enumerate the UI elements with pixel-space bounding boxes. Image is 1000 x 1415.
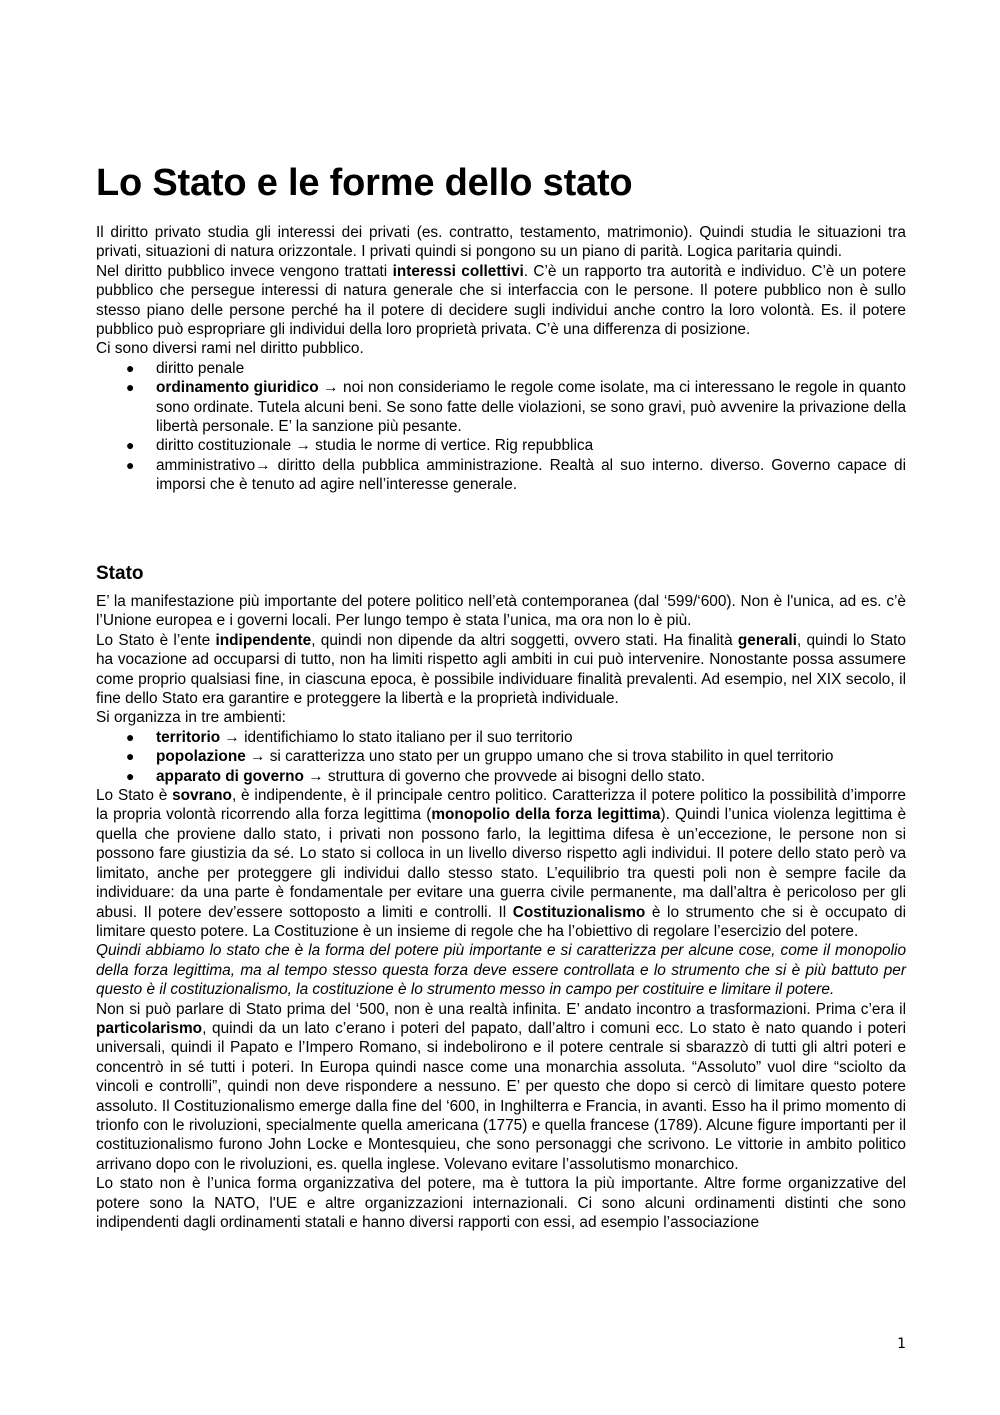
list-item: ● amministrativo→ diritto della pubblica amministrazione. Realtà al suo interno. diverso. Governo capace di imporsi che è tenuto ad agire nell’interesse generale. (126, 456, 906, 494)
bullet-icon: ● (126, 767, 135, 784)
intro-paragraph-2: Nel diritto pubblico invece vengono trattati interessi collettivi. C’è un rapporto tra autorità e individuo. C’è un potere pubblico che persegue interessi di natura generale che si interfaccia con le persone. Il potere pubblico non è sullo stesso piano delle persone perché ha il potere di decidere sugli individui anche contro la loro volontà. Es. il potere pubblico può espropriare gli individui della loro proprietà privata. C’è una differenza di posizione. (96, 262, 906, 339)
page-number: 1 (897, 1336, 906, 1352)
list-item: ● popolazione → si caratterizza uno stato per un gruppo umano che si trova stabilito in quel territorio (126, 748, 834, 766)
intro-paragraph-3: Ci sono diversi rami nel diritto pubblico. (96, 340, 364, 358)
section-paragraph-6: Non si può parlare di Stato prima del ‘500, non è una realtà infinita. E’ andato incontro a trasformazioni. Prima c’era il particolarismo, quindi da un lato c’erano i poteri del papato, dall’altro i comuni ecc. Lo stato è nato quando i poteri universali, quindi il Papato e l’Impero Romano, si indebolirono e il potere centrale si sbarazzò di tutti gli altri poteri e concentrò in sé tutti i poteri. In Europa quindi nasce come una monarchia assoluta. “Assoluto” vuol dire “sciolto da vincoli e controlli”, quindi non deve rispondere a nessuno. E’ per questo che dopo si cercò di limitare questo potere assoluto. Il Costituzionalismo emerge dalla fine del ‘600, in Inghilterra e Francia, in avanti. Esso ha il primo momento di trionfo con le rivoluzioni, specialmente quella americana (1775) e quella francese (1789). Alcune figure importanti per il costituzionalismo furono John Locke e Montesquieu, che sono personaggi che scrivono. Le vittorie in ambito politico arrivano dopo con le rivoluzioni, es. quella inglese. Volevano evitare l’assolutismo monarchico. (96, 1000, 906, 1173)
section-bullet-list (96, 728, 906, 786)
bullet-icon: ● (126, 456, 135, 473)
list-item: ● diritto penale (126, 359, 245, 377)
list-item: ● ordinamento giuridico → noi non consideriamo le regole come isolate, ma ci interessano le regole in quanto sono ordinate. Tutela alcuni beni. Se sono fatte delle violazioni, se sono gravi, può avvenire la privazione della libertà personale. E’ la sanzione più pesante. (126, 379, 906, 436)
bullet-icon: ● (126, 437, 135, 454)
intro-block (96, 223, 906, 495)
intro-paragraph-1: Il diritto privato studia gli interessi dei privati (es. contratto, testamento, matrimonio). Quindi studia le situazioni tra privati, situazioni di natura orizzontale. I privati quindi si pongono su un piano di parità. Logica paritaria quindi. (96, 224, 906, 261)
list-item: ● diritto costituzionale → studia le norme di vertice. Rig repubblica (126, 437, 594, 455)
section-paragraph-4: Lo Stato è sovrano, è indipendente, è il principale centro politico. Caratterizza il potere politico la possibilità d’imporre la propria volontà ricorrendo alla forza legittima (monopolio della forza legittima). Quindi l’unica violenza legittima è quella che proviene dallo stato, i privati non possono farlo, la legittima difesa è un’eccezione, le persone non si possono fare giustizia da sé. Lo stato si colloca in un livello diverso rispetto agli individui. Il potere dello stato però va limitato, anche per proteggere gli individui dallo stesso stato. L’equilibrio tra questi poli non è sempre facile da individuare: da una parte è fondamentale per evitare una guerra civile permanente, ma dall’altra è pericoloso per gli abusi. Il potere dev’essere sottoposto a limiti e controlli. Il Costituzionalismo è lo strumento che si è occupato di limitare questo potere. La Costituzione è un insieme di regole che ha l’obiettivo di regolare l’esercizio del potere. (96, 787, 907, 940)
section-body (96, 592, 906, 1232)
bullet-icon: ● (126, 379, 135, 396)
intro-bullet-list (96, 359, 906, 495)
bullet-icon: ● (126, 359, 135, 376)
section-paragraph-1: E’ la manifestazione più importante del potere politico nell’età contemporanea (dal ‘599/‘600). Non è l'unica, ad es. c’è l’Unione europea e i governi locali. Per lungo tempo è stata l’unica, ma ora non lo è più. (96, 593, 906, 630)
section-paragraph-5-italic: Quindi abbiamo lo stato che è la forma del potere più importante e si caratterizza per alcune cose, come il monopolio della forza legittima, ma al tempo stesso questa forza deve essere controllata e lo strumento che si è più battuto per questo è il costituzionalismo, la costituzione è lo strumento messo in campo per costituire e limitare il potere. (96, 942, 906, 999)
section-paragraph-2: Lo Stato è l’ente indipendente, quindi non dipende da altri soggetti, ovvero stati. Ha finalità generali, quindi lo Stato ha vocazione ad occuparsi di tutto, non ha limiti rispetto agli ambiti in cui può intervenire. Nonostante possa assumere come proprio qualsiasi fine, in ciascuna epoca, è possibile individuare finalità prevalenti. Ad esempio, nel XIX secolo, il fine dello Stato era garantire e proteggere la libertà e la proprietà individuale. (96, 631, 906, 708)
section-paragraph-3: Si organizza in tre ambienti: (96, 709, 286, 727)
bullet-icon: ● (126, 728, 135, 745)
section-heading: Stato (96, 563, 144, 584)
document-title: Lo Stato e le forme dello stato (96, 162, 633, 204)
bullet-icon: ● (126, 748, 135, 765)
list-item: ● apparato di governo → struttura di governo che provvede ai bisogni dello stato. (126, 767, 706, 785)
list-item: ● territorio → identifichiamo lo stato italiano per il suo territorio (126, 728, 573, 746)
section-paragraph-7: Lo stato non è l’unica forma organizzativa del potere, ma è tuttora la più importante. Altre forme organizzative del potere sono la NATO, l'UE e altre organizzazioni internazionali. Ci sono alcuni ordinamenti distinti che sono indipendenti dagli ordinamenti statali e hanno diversi rapporti con essi, ad esempio l’associazione (96, 1175, 906, 1231)
